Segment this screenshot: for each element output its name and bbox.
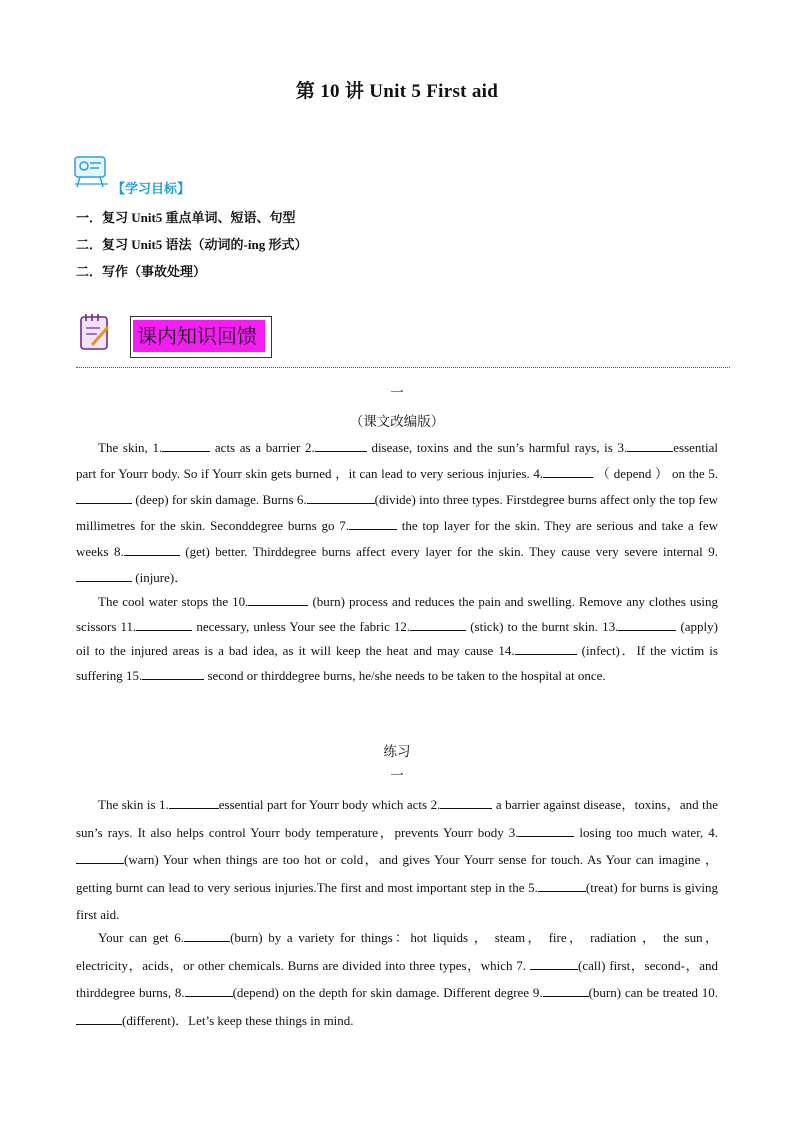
blank-13[interactable] bbox=[618, 618, 676, 631]
text-run: (burn) by a variety for things：hot liquids ， steam， fire， radiation ， the sun，electricity，acids，or other chemicals. Burns are divided into three types，which 7. bbox=[76, 930, 719, 973]
text-run: a barrier against disease，toxins，and the sun’s rays. It also helps control Yourr body temperature，prevents Yourr body 3. bbox=[76, 797, 718, 840]
notepad-pencil-icon bbox=[78, 312, 112, 352]
blank-1[interactable] bbox=[162, 439, 210, 452]
blank-4[interactable] bbox=[543, 465, 593, 478]
text-run: (burn) can be treated 10. bbox=[588, 985, 718, 1000]
practice-blank-6[interactable] bbox=[184, 929, 230, 942]
text-run: (divide) into three types. Firstdegree burns affect only the top few millimetres for the skin. Seconddegree burns go 7. bbox=[76, 492, 718, 533]
text-run: (warn) Your when things are too hot or cold，and gives Your Yourr sense for touch. As Your can imagine ， getting burnt can lead to very serious injuries.The first and most important step in the 5. bbox=[76, 852, 718, 895]
practice-paragraph-1 bbox=[76, 791, 718, 929]
text-run: The skin is 1. bbox=[98, 797, 169, 812]
passage-paragraph-2 bbox=[76, 590, 718, 688]
passage-paragraph-1 bbox=[76, 435, 718, 591]
practice-blank-8[interactable] bbox=[185, 984, 233, 997]
blank-14[interactable] bbox=[515, 642, 577, 655]
part2-number: 一 bbox=[390, 768, 404, 783]
blank-8[interactable] bbox=[124, 543, 180, 556]
blank-11[interactable] bbox=[136, 618, 192, 631]
text-run: (get) better. Thirddegree burns affect every layer for the skin. They cause very severe internal 9. bbox=[179, 544, 718, 559]
text-run: disease, toxins and the sun’s harmful rays, is 3. bbox=[366, 440, 628, 455]
text-run: The cool water stops the 10. bbox=[98, 594, 249, 609]
part1-number: 一 bbox=[390, 385, 404, 400]
practice-blank-5[interactable] bbox=[538, 879, 586, 892]
practice-blank-4[interactable] bbox=[76, 851, 124, 864]
text-run: (burn) process and reduces the pain and swelling. Remove any clothes using scissors 11. bbox=[76, 594, 718, 634]
learning-goal-icon bbox=[72, 154, 112, 190]
goal-item-1: 一．复习 Unit5 重点单词、短语、句型 bbox=[76, 210, 296, 225]
text-run: second or thirddegree burns, he/she needs to be taken to the hospital at once. bbox=[204, 667, 606, 683]
practice-blank-10[interactable] bbox=[76, 1012, 122, 1025]
goal-item-3: 二．写作（事故处理） bbox=[76, 264, 207, 279]
practice-blank-7[interactable] bbox=[530, 957, 578, 970]
text-run: necessary, unless Your see the fabric 12. bbox=[192, 618, 411, 634]
learning-goals-label: 【学习目标】 bbox=[112, 181, 191, 196]
text-run: the top layer for the skin. They are serious and take a few weeks 8. bbox=[76, 518, 718, 559]
blank-15[interactable] bbox=[142, 667, 204, 680]
blank-5[interactable] bbox=[76, 491, 132, 504]
goal-item-2: 二．复习 Unit5 语法（动词的-ing 形式） bbox=[76, 237, 308, 252]
blank-9[interactable] bbox=[76, 569, 132, 582]
text-run: (injure)． bbox=[132, 570, 188, 585]
practice-blank-3[interactable] bbox=[518, 824, 574, 837]
practice-blank-9[interactable] bbox=[543, 984, 589, 997]
text-run: (infect)．If the victim is suffering 15. bbox=[76, 643, 718, 683]
text-run: The skin, 1. bbox=[98, 440, 163, 455]
blank-3[interactable] bbox=[627, 439, 673, 452]
text-run: essential part for Yourr body. So if Yourr skin gets burned ，it can lead to very serious injuries. 4. bbox=[76, 440, 719, 481]
text-run: (apply) oil to the injured areas is a bad idea, as it will keep the heat and may cause 14. bbox=[76, 618, 718, 658]
text-run: (call) first，second-，and thirddegree burns, 8. bbox=[76, 957, 718, 1000]
text-run: Your can get 6. bbox=[98, 930, 185, 945]
text-run: (treat) for burns is giving first aid. bbox=[76, 879, 718, 922]
blank-6[interactable] bbox=[307, 491, 375, 504]
part1-subtitle: （课文改编版） bbox=[349, 414, 445, 429]
practice-blank-1[interactable] bbox=[169, 796, 219, 809]
practice-paragraph-2 bbox=[76, 924, 718, 1034]
section-banner-text: 课内知识回馈 bbox=[133, 320, 265, 352]
text-run: essential part for Yourr body which acts 2. bbox=[218, 797, 441, 812]
blank-7[interactable] bbox=[349, 517, 397, 530]
blank-10[interactable] bbox=[248, 593, 308, 606]
practice-blank-2[interactable] bbox=[440, 796, 492, 809]
text-run: (stick) to the burnt skin. 13. bbox=[466, 618, 619, 634]
page-title: 第 10 讲 Unit 5 First aid bbox=[295, 81, 499, 102]
practice-heading: 练习 bbox=[383, 744, 411, 759]
text-run: (deep) for skin damage. Burns 6. bbox=[132, 492, 307, 507]
text-run: （ depend ） on the 5. bbox=[593, 466, 718, 481]
section-banner bbox=[130, 316, 272, 358]
text-run: (depend) on the depth for skin damage. Different degree 9. bbox=[232, 985, 543, 1000]
blank-12[interactable] bbox=[410, 618, 466, 631]
dotted-divider bbox=[76, 367, 730, 368]
text-run: (different)．Let’s keep these things in mind. bbox=[122, 1012, 354, 1028]
blank-2[interactable] bbox=[315, 439, 367, 452]
text-run: acts as a barrier 2. bbox=[210, 440, 315, 455]
text-run: losing too much water, 4. bbox=[574, 824, 718, 840]
